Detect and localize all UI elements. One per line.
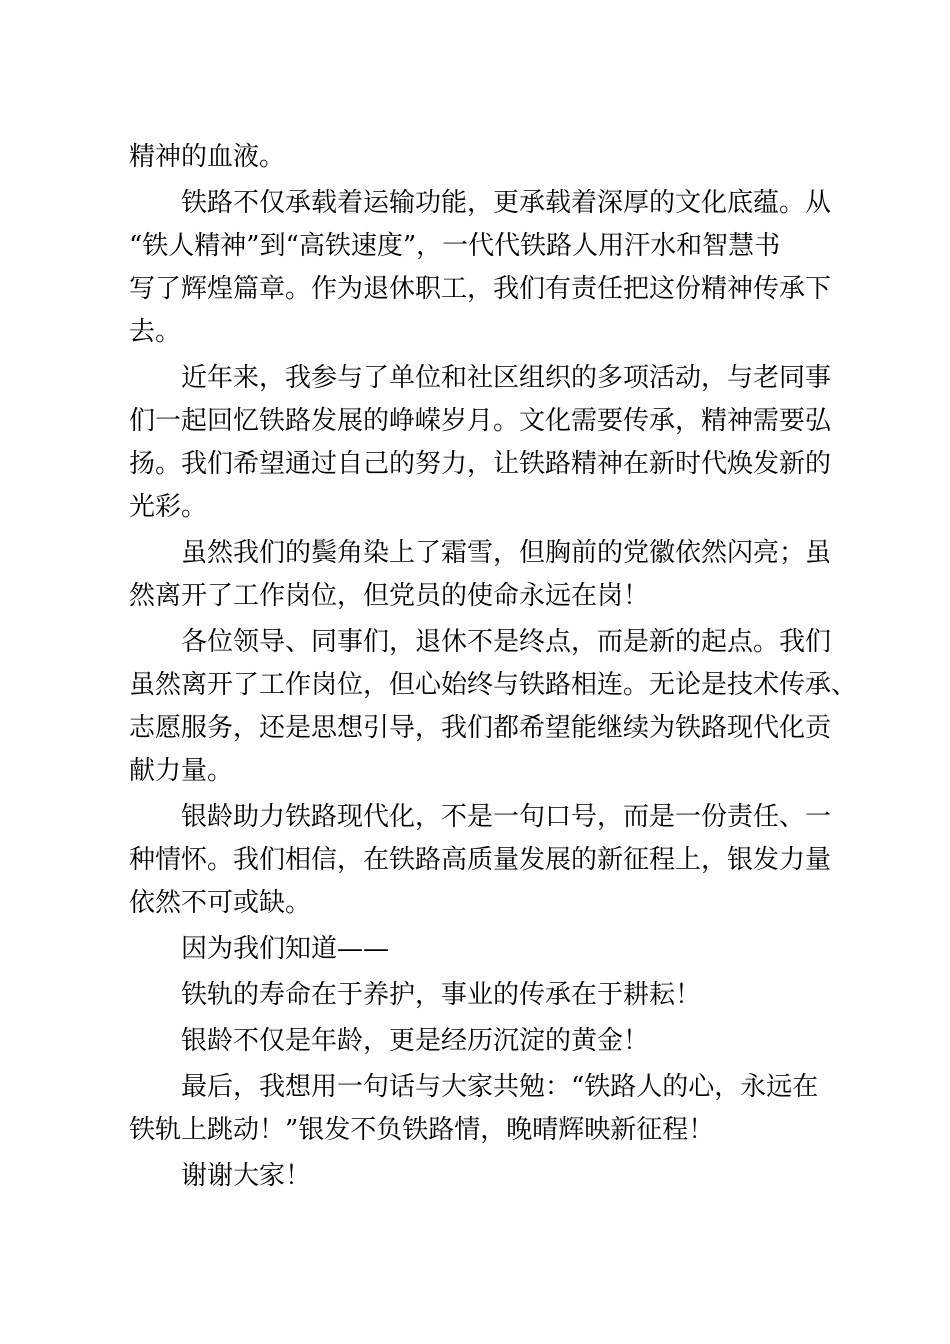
text-line: 虽然离开了工作岗位，但心始终与铁路相连。无论是技术传承、 [129, 670, 858, 700]
text-line: 种情怀。我们相信，在铁路高质量发展的新征程上，银发力量 [129, 845, 832, 875]
paragraph-start-line: 最后，我想用一句话与大家共勉：“铁路人的心，永远在 [181, 1072, 819, 1102]
paragraph-start-line: 因为我们知道—— [181, 934, 390, 964]
paragraph-start-line: 银龄助力铁路现代化，不是一句口号，而是一份责任、一 [181, 802, 832, 832]
paragraph-start-line: 银龄不仅是年龄，更是经历沉淀的黄金！ [181, 1026, 650, 1056]
text-line: 依然不可或缺。 [129, 888, 312, 918]
text-line: 去。 [129, 317, 182, 347]
paragraph-start-line: 铁路不仅承载着运输功能，更承载着深厚的文化底蕴。从 [181, 188, 832, 218]
text-line: 铁轨上跳动！”银发不负铁路情，晚晴辉映新征程！ [129, 1115, 715, 1145]
paragraph-start-line: 各位领导、同事们，退休不是终点，而是新的起点。我们 [181, 627, 832, 657]
paragraph-start-line: 虽然我们的鬓角染上了霜雪，但胸前的党徽依然闪亮；虽 [181, 538, 832, 568]
speech-text [129, 136, 858, 1198]
text-line: 们一起回忆铁路发展的峥嵘岁月。文化需要传承，精神需要弘 [129, 406, 832, 436]
text-line: 扬。我们希望通过自己的努力，让铁路精神在新时代焕发新的 [129, 449, 832, 479]
text-line: 光彩。 [129, 492, 208, 522]
text-line: 然离开了工作岗位，但党员的使命永远在岗！ [129, 581, 650, 611]
paragraph-start-line: 铁轨的寿命在于养护，事业的传承在于耕耘！ [181, 980, 702, 1010]
text-line: 精神的血液。 [129, 142, 286, 172]
text-line: 献力量。 [129, 756, 234, 786]
closing-line: 谢谢大家！ [181, 1161, 312, 1191]
paragraph-start-line: 近年来，我参与了单位和社区组织的多项活动，与老同事 [181, 363, 832, 393]
text-line: 志愿服务，还是思想引导，我们都希望能继续为铁路现代化贡 [129, 713, 832, 743]
text-line: “铁人精神”到“高铁速度”，一代代铁路人用汗水和智慧书 [129, 231, 781, 261]
text-line: 写了辉煌篇章。作为退休职工，我们有责任把这份精神传承下 [129, 274, 832, 304]
